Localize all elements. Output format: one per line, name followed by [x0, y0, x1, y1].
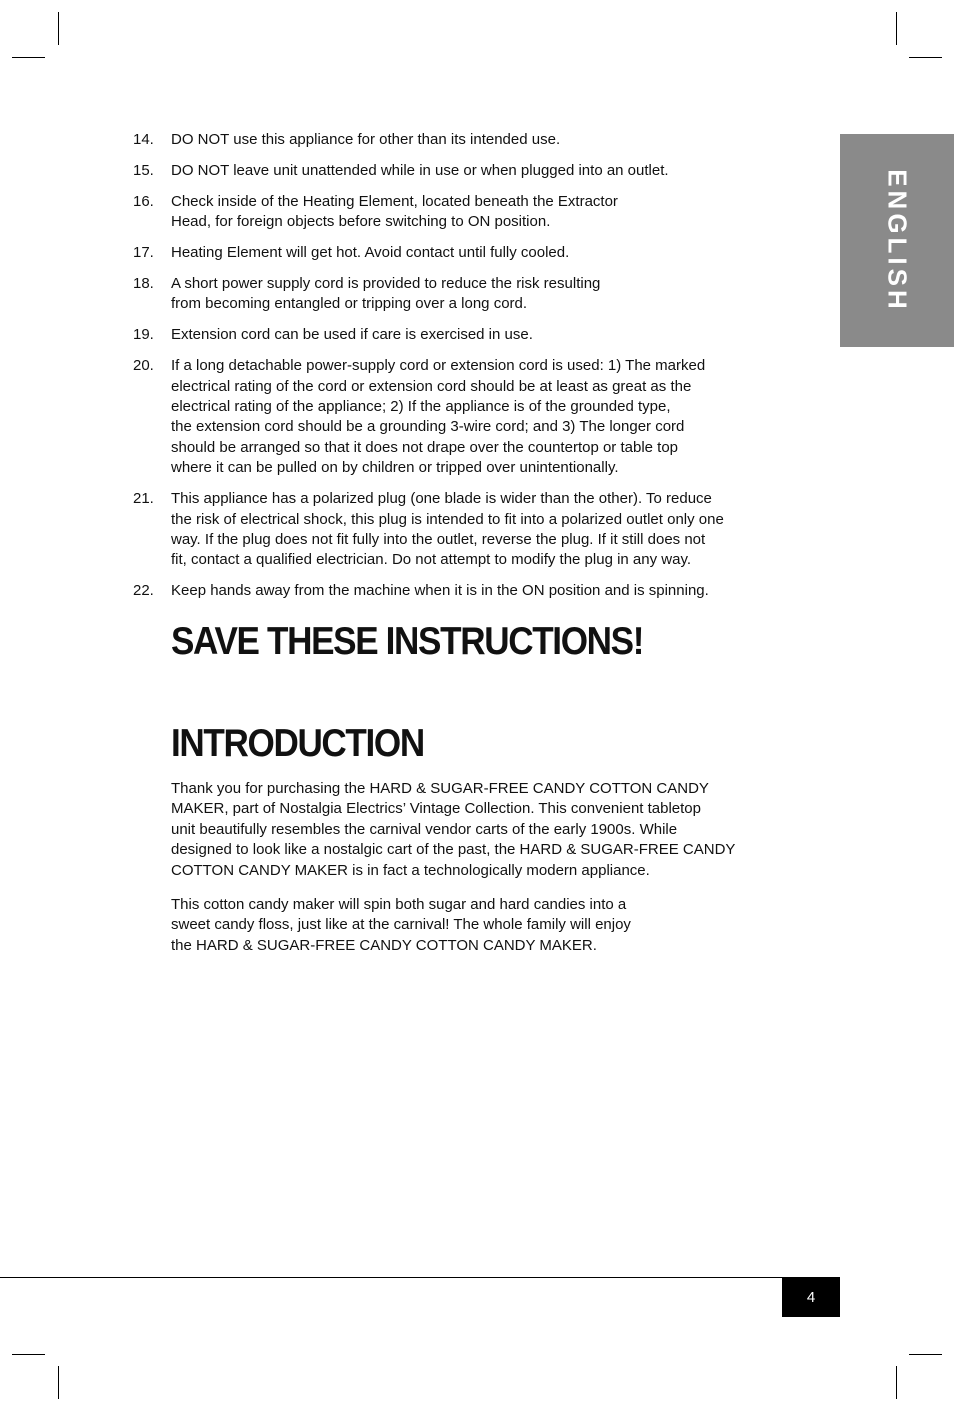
paragraph-line: sweet candy floss, just like at the carnival! The whole family will enjoy	[171, 916, 631, 934]
instruction-number: 19.	[133, 326, 154, 344]
instruction-item	[133, 274, 783, 315]
crop-mark-bottom-right-h	[909, 1354, 942, 1355]
paragraph-line: Thank you for purchasing the HARD & SUGAR-FREE CANDY COTTON CANDY	[171, 780, 709, 797]
instruction-line: way. If the plug does not fit fully into the outlet, reverse the plug. If it still does not	[171, 531, 706, 548]
instruction-line: If a long detachable power-supply cord or extension cord is used: 1) The marked	[171, 357, 706, 375]
page-number: 4	[806, 1288, 816, 1306]
instruction-line: the extension cord should be a grounding 3-wire cord; and 3) The longer cord	[171, 418, 685, 436]
paragraph-line: designed to look like a nostalgic cart of the past, the HARD & SUGAR-FREE CANDY	[171, 841, 736, 859]
instruction-line: Extension cord can be used if care is exercised in use.	[171, 326, 533, 344]
intro-paragraph-2	[171, 895, 771, 956]
instruction-text	[171, 489, 783, 571]
instruction-line: the risk of electrical shock, this plug is intended to fit into a polarized outlet only one	[171, 510, 724, 528]
paragraph-line: COTTON CANDY MAKER is in fact a technologically modern appliance.	[171, 861, 650, 879]
paragraph-line: This cotton candy maker will spin both sugar and hard candies into a	[171, 896, 627, 913]
instruction-number: 18.	[133, 275, 154, 293]
instruction-line: from becoming entangled or tripping over a long cord.	[171, 295, 528, 313]
instruction-line: Heating Element will get hot. Avoid contact until fully cooled.	[171, 244, 570, 262]
instruction-line: This appliance has a polarized plug (one blade is wider than the other). To reduce	[171, 490, 712, 508]
crop-mark-bottom-right-v	[896, 1366, 897, 1399]
instruction-text	[171, 130, 783, 150]
instruction-item	[133, 489, 783, 571]
instruction-text	[171, 274, 783, 315]
crop-mark-bottom-left-h	[12, 1354, 45, 1355]
crop-mark-bottom-left-v	[58, 1366, 59, 1399]
instruction-line: where it can be pulled on by children or tripped over unintentionally.	[171, 459, 619, 477]
crop-mark-top-left-v	[58, 12, 59, 45]
instruction-text	[171, 325, 783, 345]
language-tab	[840, 134, 954, 347]
paragraph-line: the HARD & SUGAR-FREE CANDY COTTON CANDY MAKER.	[171, 936, 597, 954]
instruction-text	[171, 161, 783, 181]
instruction-line: Check inside of the Heating Element, located beneath the Extractor	[171, 192, 618, 210]
instruction-line: should be arranged so that it does not drape over the countertop or table top	[171, 438, 679, 456]
instruction-number: 17.	[133, 244, 154, 262]
instruction-text	[171, 192, 783, 233]
instruction-number: 14.	[133, 131, 154, 148]
crop-mark-top-left-h	[12, 57, 45, 58]
instruction-text	[171, 356, 783, 478]
instruction-line: Head, for foreign objects before switching to ON position.	[171, 213, 551, 231]
paragraph-line: MAKER, part of Nostalgia Electrics’ Vintage Collection. This convenient tabletop	[171, 800, 701, 818]
introduction-heading: INTRODUCTION	[171, 722, 424, 765]
footer-rule	[0, 1277, 840, 1278]
instruction-line: DO NOT use this appliance for other than its intended use.	[171, 131, 561, 148]
instruction-item	[133, 325, 783, 345]
intro-paragraph-1	[171, 779, 771, 881]
instruction-item	[133, 130, 783, 150]
instruction-item	[133, 356, 783, 478]
language-tab-label: ENGLISH	[882, 168, 913, 313]
safety-instructions-list	[133, 130, 783, 612]
instruction-line: DO NOT leave unit unattended while in use or when plugged into an outlet.	[171, 161, 669, 179]
instruction-item	[133, 161, 783, 181]
instruction-text	[171, 581, 783, 601]
instruction-item	[133, 581, 783, 601]
page-number-box	[782, 1277, 840, 1317]
instruction-line: fit, contact a qualified electrician. Do not attempt to modify the plug in any way.	[171, 551, 691, 569]
instruction-number: 22.	[133, 582, 154, 600]
instruction-number: 15.	[133, 161, 154, 179]
instruction-item	[133, 243, 783, 263]
instruction-line: Keep hands away from the machine when it is in the ON position and is spinning.	[171, 582, 709, 600]
instruction-number: 16.	[133, 192, 154, 210]
crop-mark-top-right-h	[909, 57, 942, 58]
instruction-text	[171, 243, 783, 263]
paragraph-line: unit beautifully resembles the carnival vendor carts of the early 1900s. While	[171, 820, 678, 838]
instruction-line: electrical rating of the cord or extension cord should be at least as great as the	[171, 377, 692, 395]
instruction-item	[133, 192, 783, 233]
instruction-line: electrical rating of the appliance; 2) If the appliance is of the grounded type,	[171, 398, 671, 416]
crop-mark-top-right-v	[896, 12, 897, 45]
instruction-line: A short power supply cord is provided to reduce the risk resulting	[171, 275, 601, 293]
instruction-number: 20.	[133, 357, 154, 375]
save-instructions-heading: SAVE THESE INSTRUCTIONS!	[171, 620, 644, 663]
instruction-number: 21.	[133, 490, 154, 508]
